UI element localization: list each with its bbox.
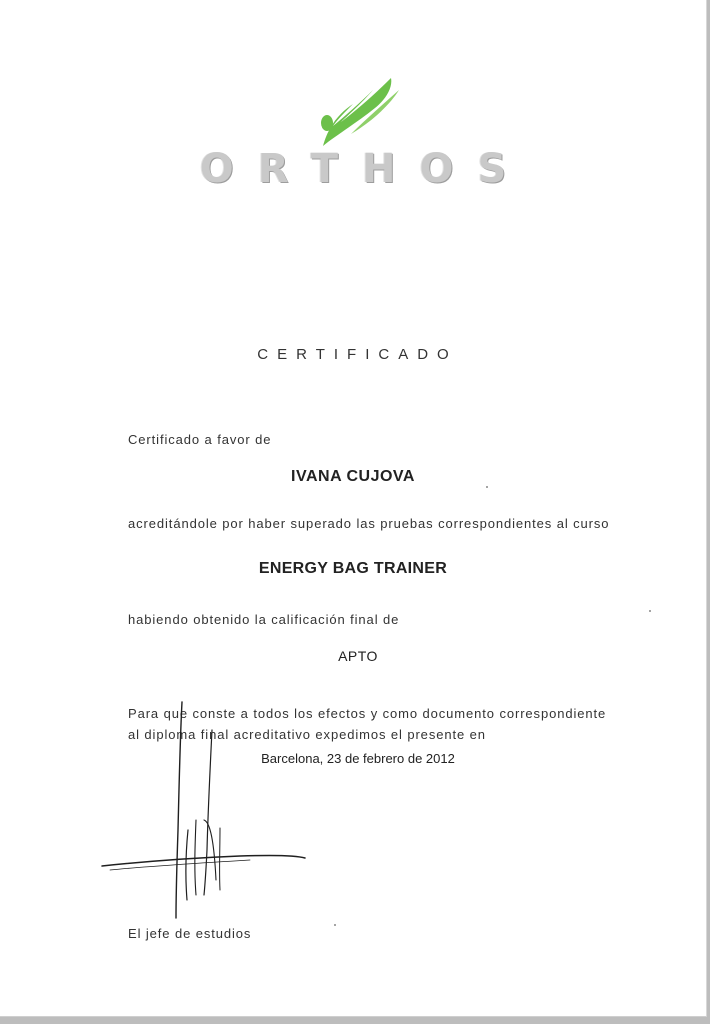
orthos-logo-icon: [315, 76, 400, 154]
signatory-title: El jefe de estudios: [128, 926, 252, 941]
accredit-text: acreditándole por haber superado las pruebas correspondientes al curso: [128, 516, 610, 531]
closing-line-1: Para que conste a todos los efectos y como documento correspondiente: [128, 706, 607, 721]
paper-speck: [334, 924, 336, 926]
paper-speck: [649, 610, 651, 612]
recipient-name: IVANA CUJOVA: [291, 468, 415, 485]
handwritten-signature: [100, 700, 310, 925]
place-date: Barcelona, 23 de febrero de 2012: [261, 751, 455, 766]
closing-line-2: al diploma final acreditativo expedimos el presente en: [128, 727, 486, 742]
brand-wordmark: ORTHOS: [199, 146, 531, 192]
certificate-title: CERTIFICADO: [257, 346, 458, 363]
grade-value: APTO: [338, 648, 378, 664]
paper-speck: [486, 486, 488, 488]
favor-label: Certificado a favor de: [128, 432, 272, 447]
grade-label: habiendo obtenido la calificación final de: [128, 612, 400, 627]
course-name: ENERGY BAG TRAINER: [258, 560, 448, 577]
